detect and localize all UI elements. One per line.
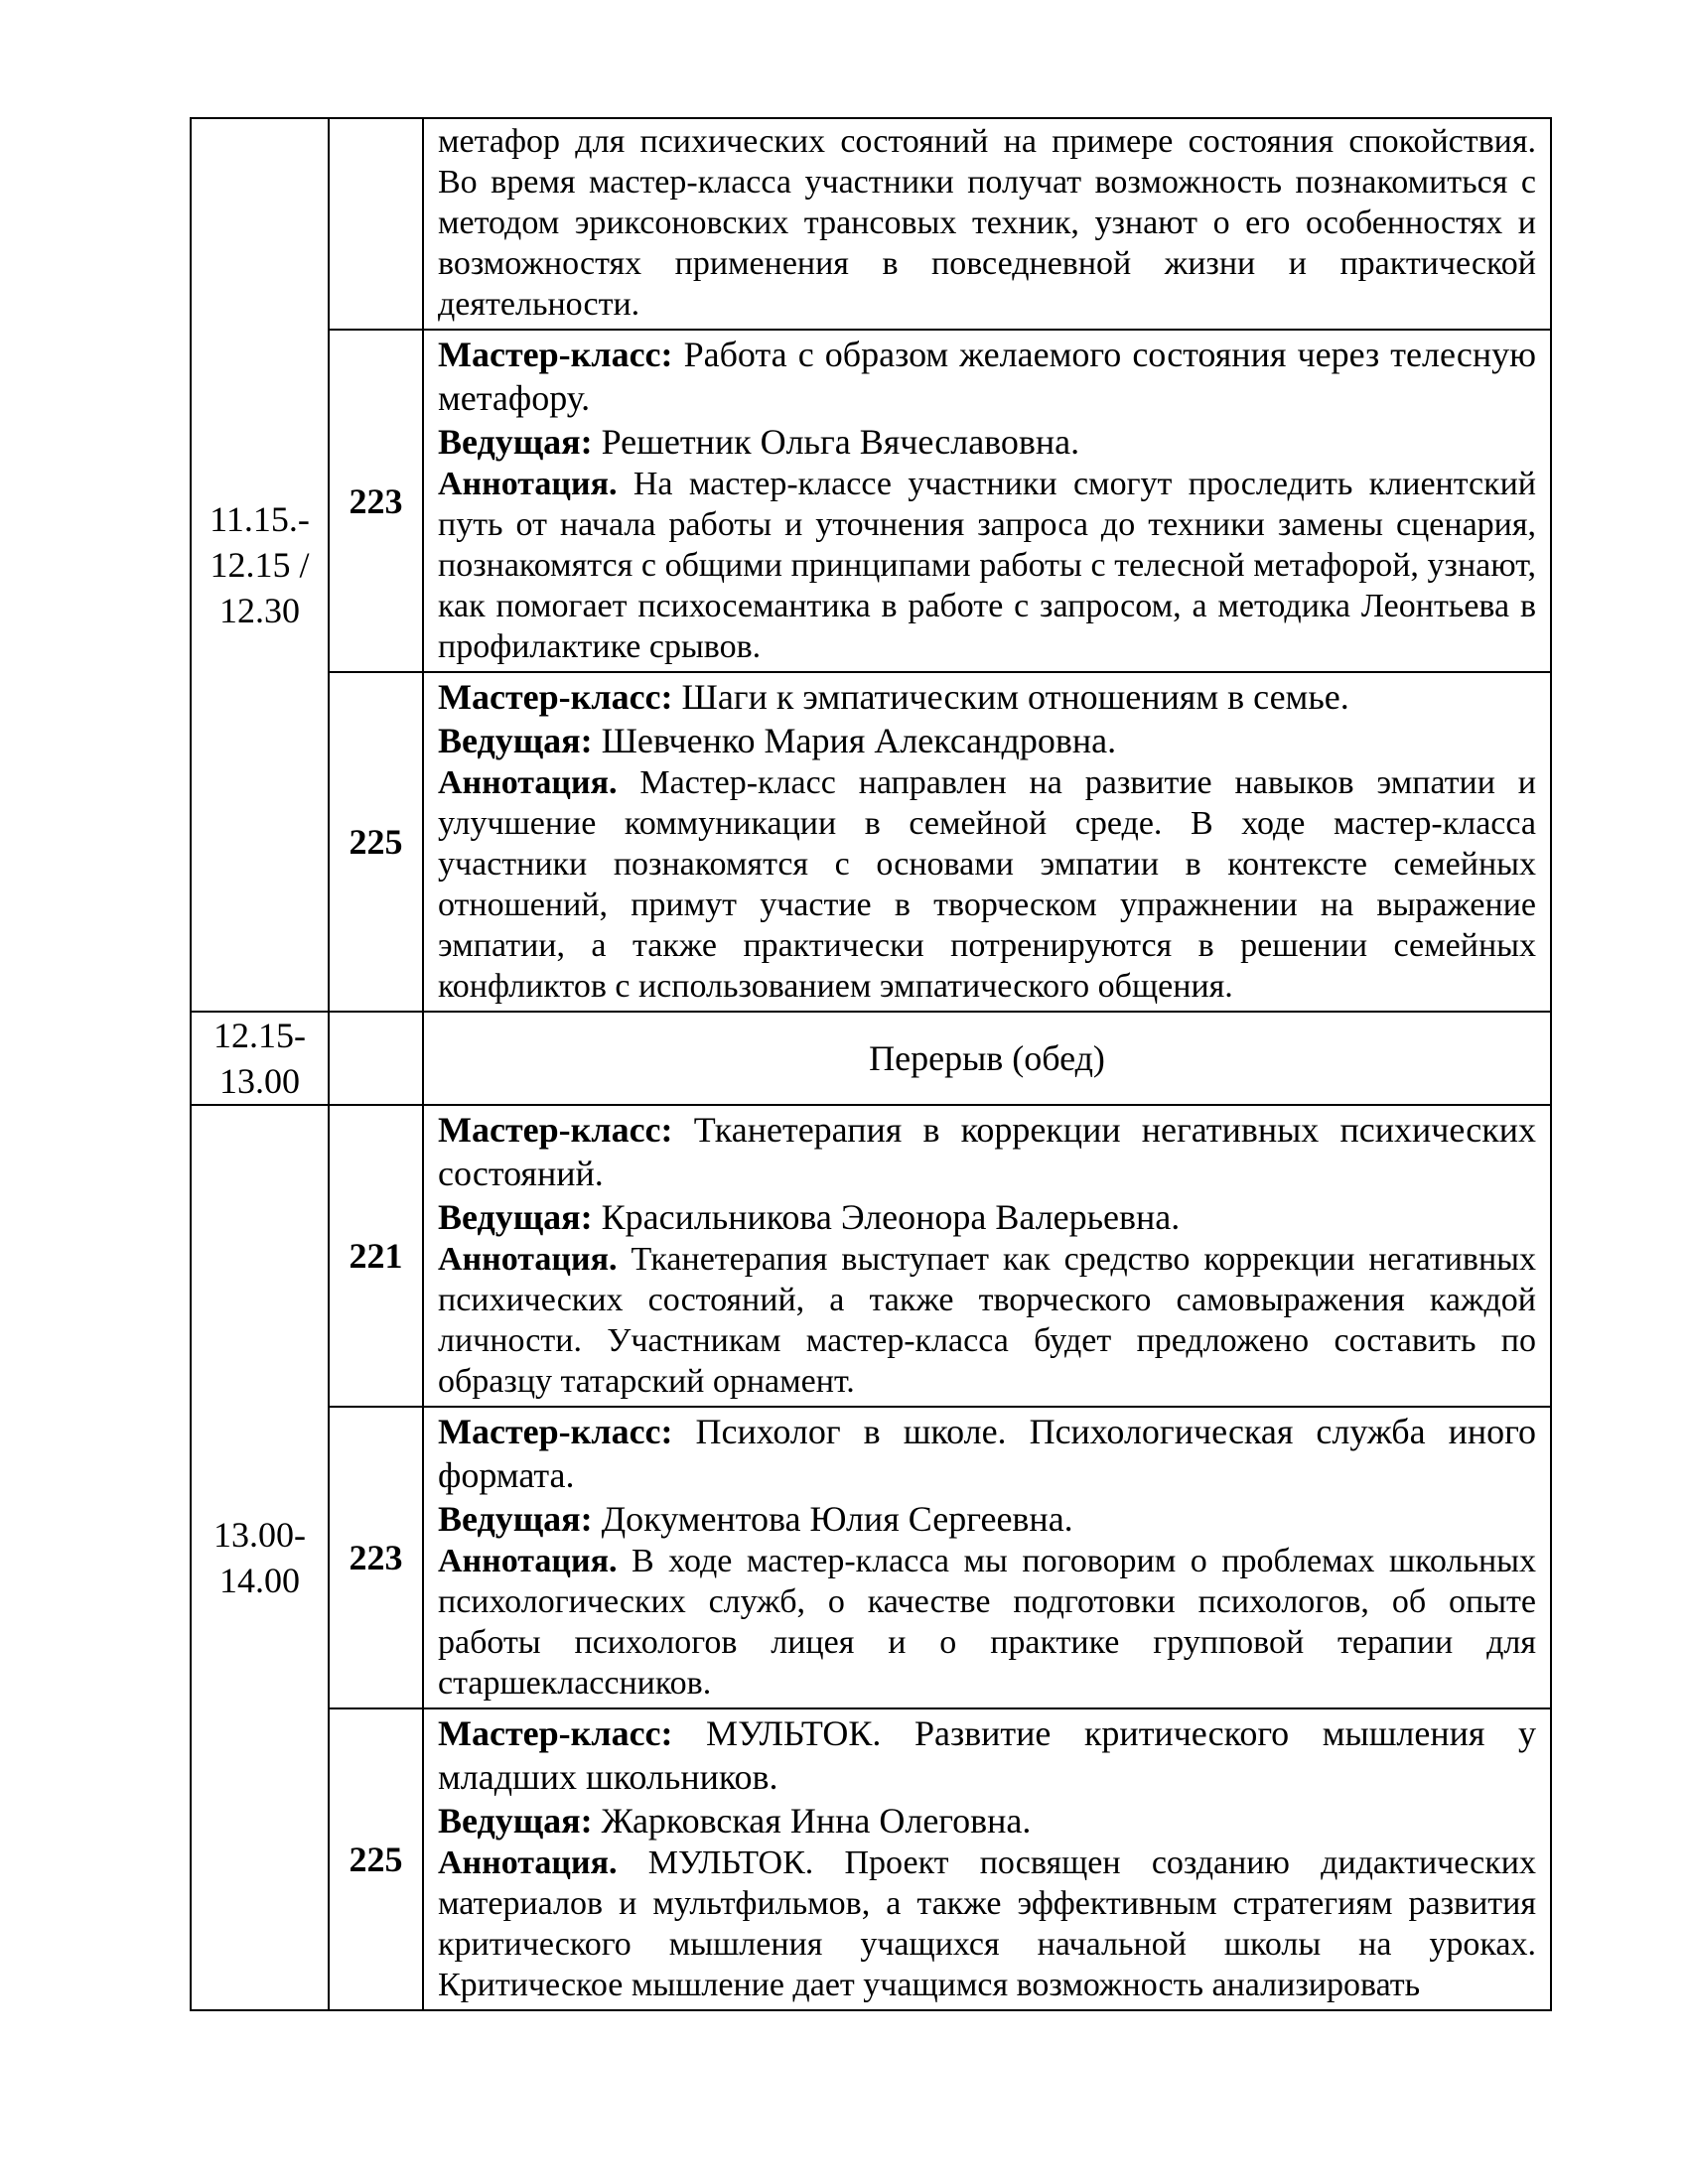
break-cell [423,1012,1551,1105]
room-cell [329,1105,423,1407]
room-cell [329,330,423,672]
description-cell [423,672,1551,1012]
description-cell [423,330,1551,672]
session-title: Психолог в школе. Психологическая служба иного формата. [438,1412,1536,1495]
continuation-text: метафор для психических состояний на примере состояния спокойствия. Во время мастер-класса участники получат возможность познакомиться с методом эриксоновских трансовых техник, узнают о его особенностях и возможностях применения в повседневной жизни и практической деятельности. [438,123,1536,323]
description-cell [423,1708,1551,2010]
table-row [191,1012,1551,1105]
room-cell [329,1708,423,2010]
annotation-text: На мастер-классе участники смогут проследить клиентский путь от начала работы и уточнения запроса до техники замены сценария, познакомятся с общими принципами работы с телесной метафорой, узнают, как помогает психосемантика в работе с запросом, а методика Леонтьева в профилактике срывов. [438,466,1536,665]
room-cell [329,672,423,1012]
room-cell [329,1407,423,1708]
session-type-label: Мастер-класс: [438,1110,673,1150]
host-label: Ведущая: [438,721,593,760]
host-name: Шевченко Мария Александровна. [592,721,1117,760]
table-row [191,672,1551,1012]
room-number: 225 [349,1840,403,1879]
annotation-text: МУЛЬТОК. Проект посвящен созданию дидактических материалов и мультфильмов, а также эффективным стратегиям развития критического мышления учащихся начальной школы на уроках. Критическое мышление дает учащимся возможность анализировать [438,1844,1536,2003]
annotation-label: Аннотация. [438,1844,618,1881]
host-name: Решетник Ольга Вячеславовна. [592,422,1080,462]
time-cell [191,1012,329,1105]
annotation-label: Аннотация. [438,1241,618,1278]
annotation-label: Аннотация. [438,466,618,502]
session-title: МУЛЬТОК. Развитие критического мышления у младших школьников. [438,1713,1536,1797]
annotation-text: В ходе мастер-класса мы поговорим о проблемах школьных психологических служб, о качестве подготовки психологов, об опыте работы психологов лицея и о практике групповой терапии для старшеклассников. [438,1543,1536,1702]
time-cell [191,118,329,1012]
table-row [191,118,1551,330]
host-name: Жарковская Инна Олеговна. [592,1801,1032,1841]
host-label: Ведущая: [438,1197,593,1237]
description-cell [423,1407,1551,1708]
description-cell [423,118,1551,330]
table-row [191,1708,1551,2010]
time-label: 12.15- 13.00 [213,1016,306,1101]
host-label: Ведущая: [438,422,593,462]
annotation-label: Аннотация. [438,764,618,801]
host-name: Документова Юлия Сергеевна. [592,1499,1073,1539]
annotation-text: Тканетерапия выступает как средство коррекции негативных психических состояний, а также творческого самовыражения каждой личности. Участникам мастер-класса будет предложено составить по образцу татарский орнамент. [438,1241,1536,1400]
annotation-text: Мастер-класс направлен на развитие навыков эмпатии и улучшение коммуникации в семейной среде. В ходе мастер-класса участники познакомятся с основами эмпатии в контексте семейных отношений, примут участие в творческом упражнении на выражение эмпатии, а также практически потренируются в решении семейных конфликтов с использованием эмпатического общения. [438,764,1536,1005]
table-row [191,1105,1551,1407]
time-label: 11.15.- 12.15 / 12.30 [210,499,310,630]
room-cell [329,1012,423,1105]
schedule-table [190,117,1552,2011]
room-cell [329,118,423,330]
room-number: 225 [349,822,403,862]
host-label: Ведущая: [438,1499,593,1539]
session-type-label: Мастер-класс: [438,1412,673,1451]
table-row [191,330,1551,672]
break-label: Перерыв (обед) [869,1038,1105,1078]
room-number: 223 [349,480,403,521]
description-cell [423,1105,1551,1407]
room-number: 221 [349,1236,403,1276]
room-number: 223 [349,1538,403,1577]
session-type-label: Мастер-класс: [438,335,673,374]
host-name: Красильникова Элеонора Валерьевна. [592,1197,1181,1237]
session-title: Шаги к эмпатическим отношениям в семье. [672,677,1349,717]
session-title: Работа с образом желаемого состояния через телесную метафору. [438,335,1536,418]
time-cell [191,1105,329,2010]
time-label: 13.00- 14.00 [213,1515,306,1600]
session-title: Тканетерапия в коррекции негативных психических состояний. [438,1110,1536,1193]
host-label: Ведущая: [438,1801,593,1841]
session-type-label: Мастер-класс: [438,1713,673,1753]
table-row [191,1407,1551,1708]
session-type-label: Мастер-класс: [438,677,673,717]
annotation-label: Аннотация. [438,1543,618,1579]
